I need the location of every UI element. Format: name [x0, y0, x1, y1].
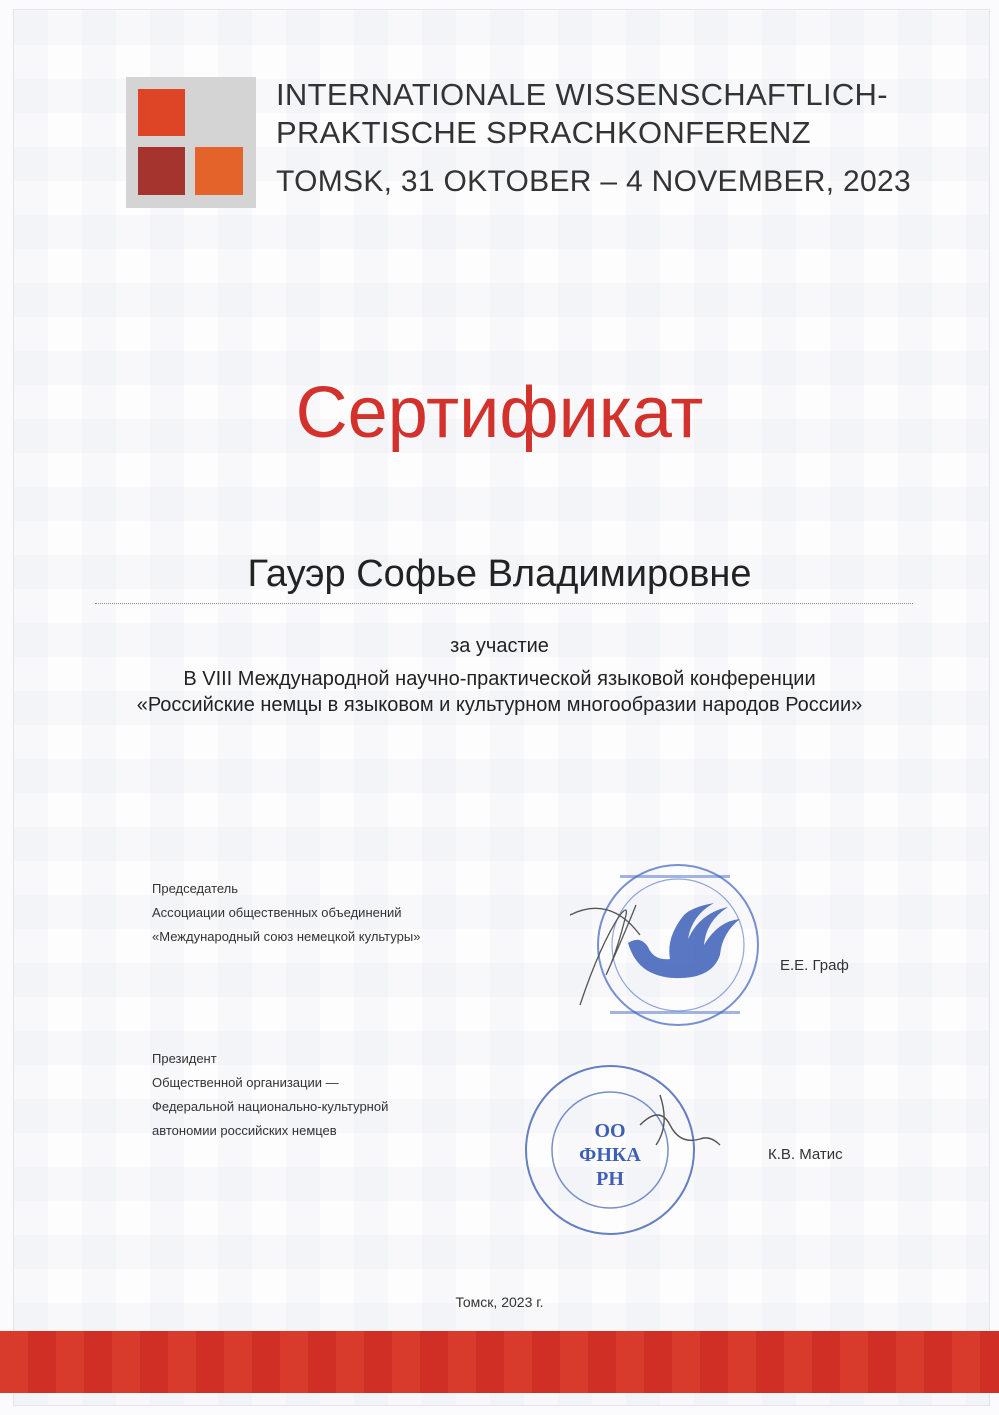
name-underline: [95, 603, 913, 604]
signatory-1-name: Е.Е. Граф: [780, 957, 849, 974]
conference-header: [276, 76, 911, 201]
header-line-2: PRAKTISCHE SPRACHKONFERENZ: [276, 115, 811, 150]
signatory-2-title: [152, 1047, 388, 1143]
signatory-1-stamp-with-signature: [550, 855, 780, 1035]
event-line-1: В VIII Международной научно-практической языковой конференции: [183, 668, 816, 690]
stamp-2-line-2: ФНКА: [579, 1144, 641, 1166]
logo-square-orange: [195, 147, 243, 195]
conference-logo: [126, 77, 256, 208]
logo-square-red: [138, 89, 185, 136]
signatory-2-role: Президент: [152, 1051, 217, 1066]
stamp-2-line-1: ОО: [594, 1120, 626, 1142]
stamp-2-line-3: РН: [596, 1168, 624, 1190]
signatory-1-role: Председатель: [152, 881, 239, 896]
footer-band: [0, 1331, 999, 1393]
header-dates: TOMSK, 31 OKTOBER – 4 NOVEMBER, 2023: [276, 165, 911, 198]
participation-text: за участие: [450, 635, 549, 657]
signatory-1-org-line-1: Ассоциации общественных объединений: [152, 905, 402, 920]
signatory-2-stamp-with-signature: [520, 1055, 750, 1245]
signatory-2-org-line-2: Федеральной национально-культурной: [152, 1099, 389, 1114]
signatory-1-org-line-2: «Международный союз немецкой культуры»: [152, 929, 421, 944]
signatory-1-title: [152, 877, 420, 949]
certificate-title: Сертификат: [295, 373, 704, 453]
event-line-2: «Российские немцы в языковом и культурном многообразии народов России»: [136, 694, 863, 716]
recipient-name: Гауэр Софье Владимировне: [247, 553, 752, 595]
header-line-1: INTERNATIONALE WISSENSCHAFTLICH-: [276, 77, 888, 112]
signatory-2-name: К.В. Матис: [768, 1146, 843, 1163]
logo-square-dark: [138, 147, 185, 195]
signatory-2-org-line-3: автономии российских немцев: [152, 1123, 337, 1138]
signatory-2-org-line-1: Общественной организации —: [152, 1075, 339, 1090]
place-and-date: Томск, 2023 г.: [455, 1294, 544, 1310]
